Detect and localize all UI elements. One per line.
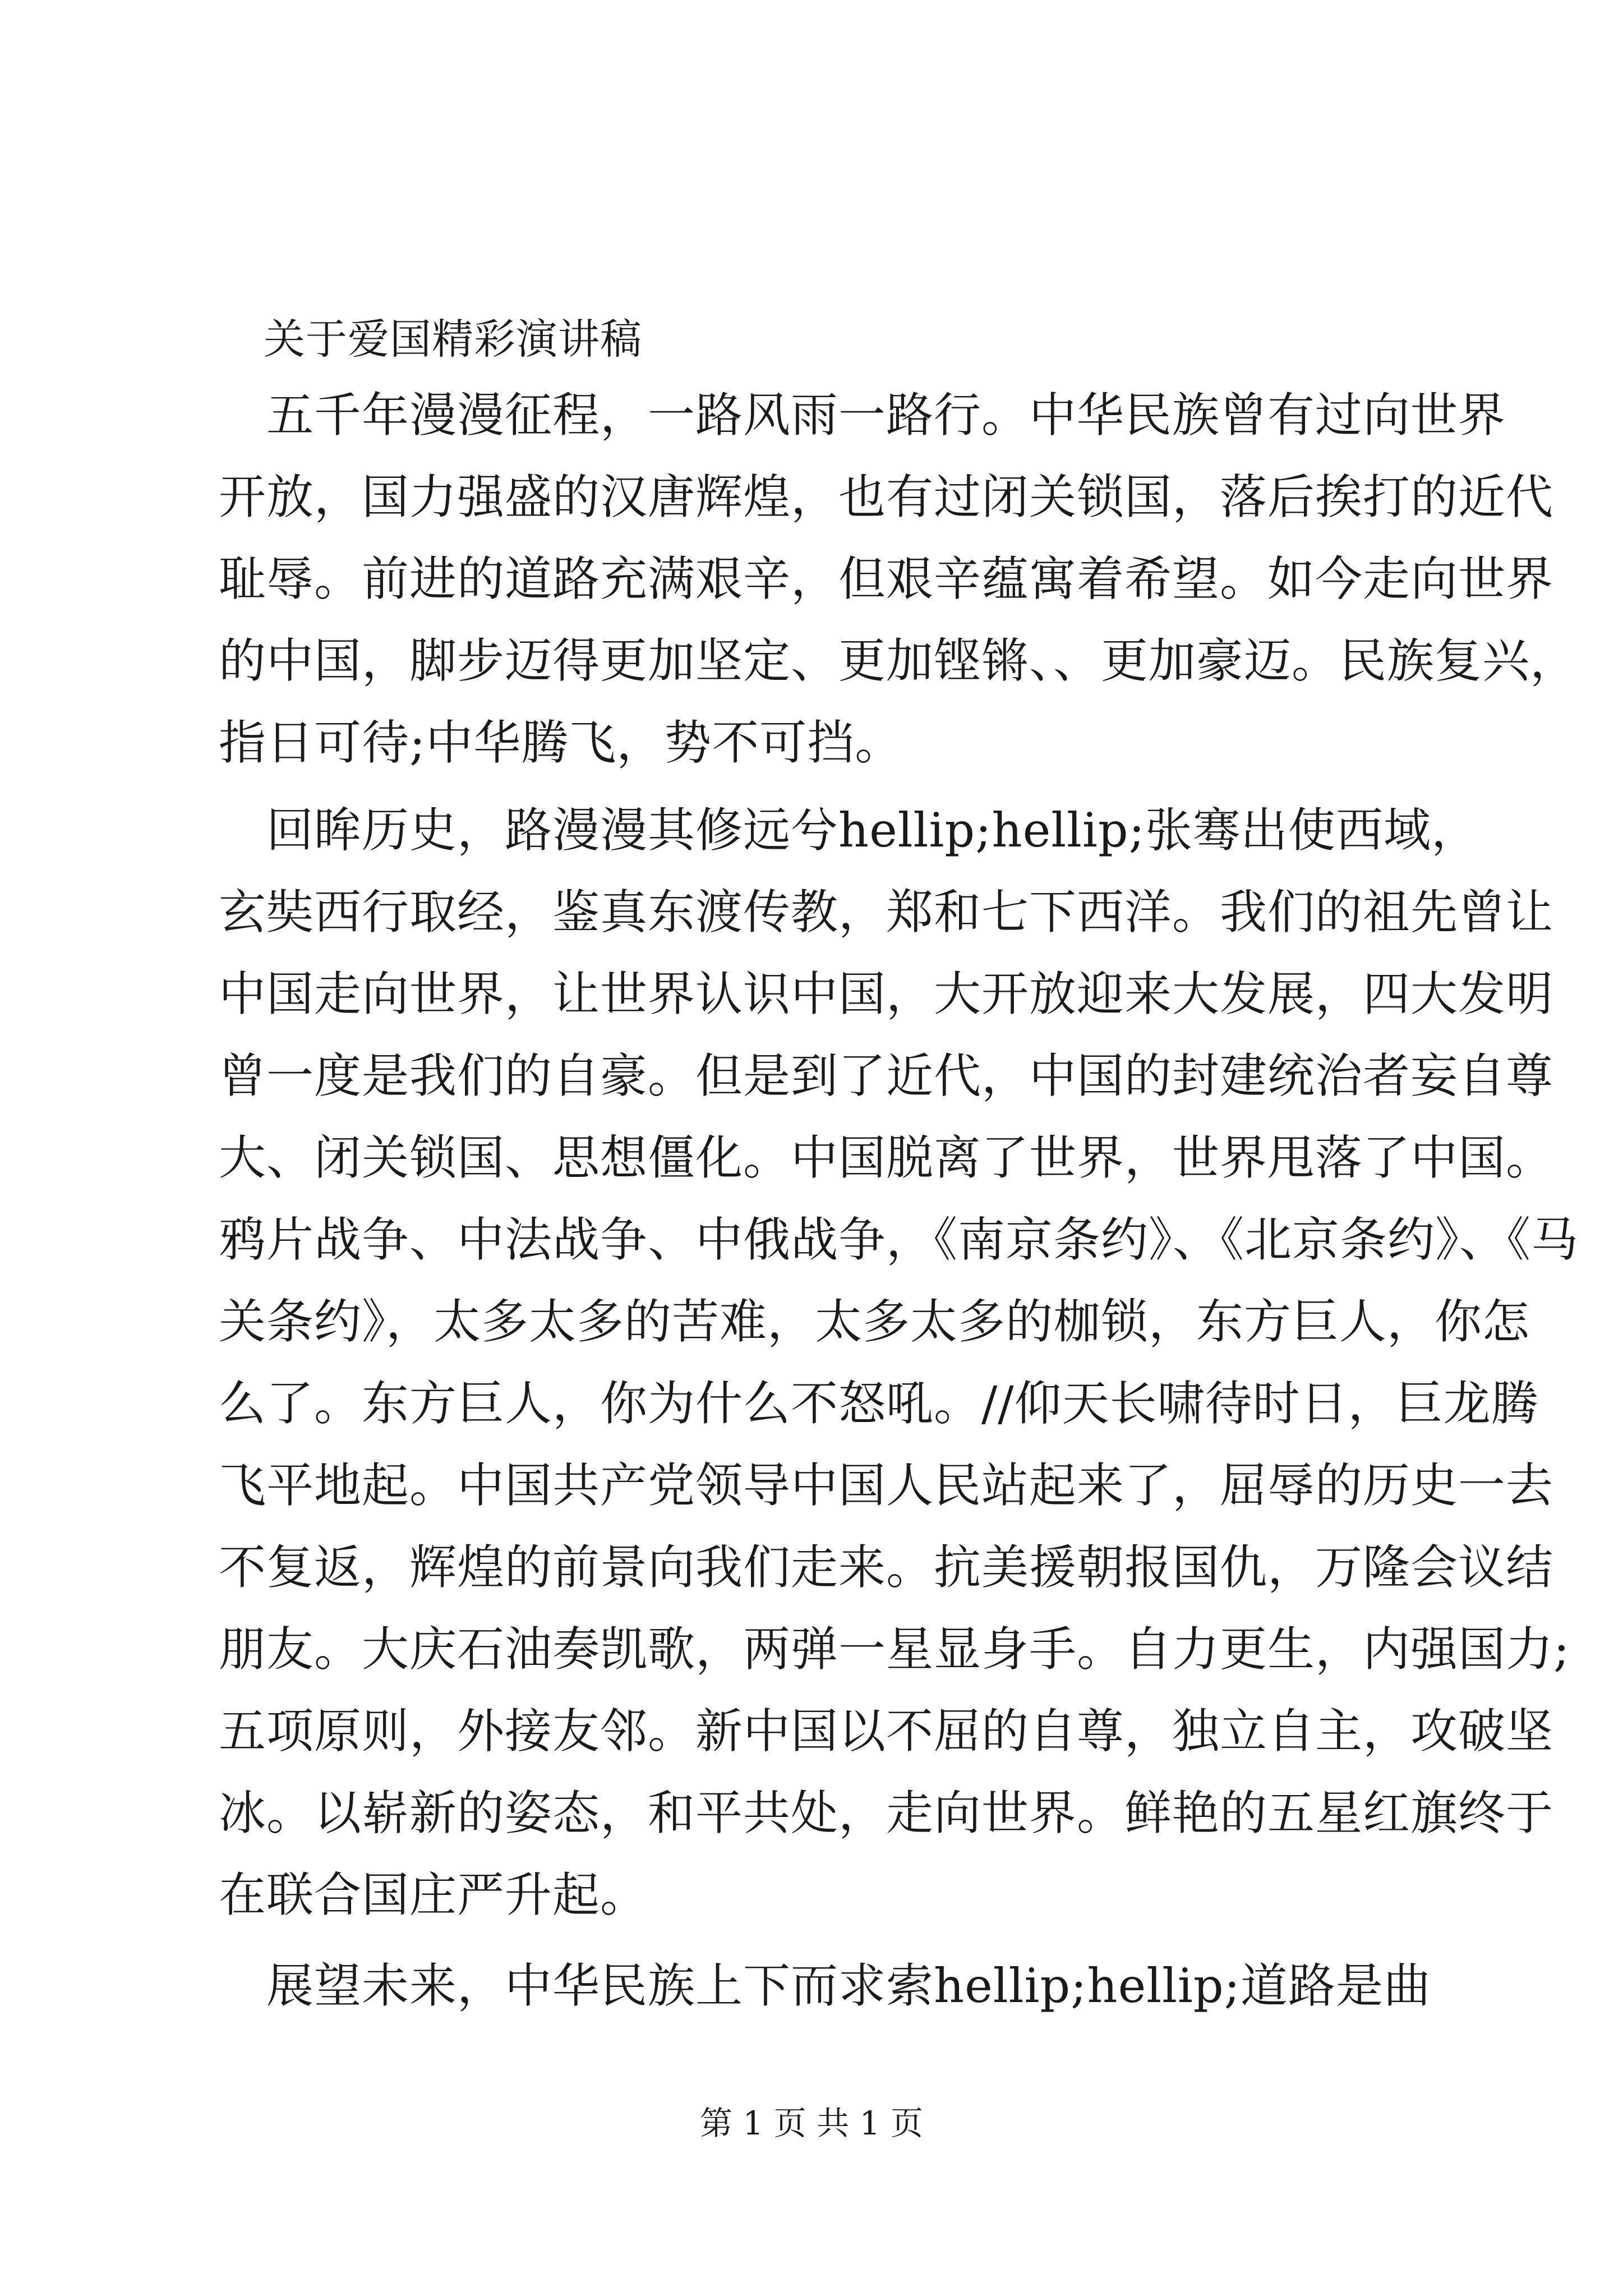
document-title: 关于爱国精彩演讲稿 — [264, 315, 642, 364]
body-line: 在联合国庄严升起。 — [219, 1867, 648, 1922]
body-line: 的中国，脚步迈得更加坚定、更加铿锵、、更加豪迈。民族复兴， — [219, 633, 1578, 688]
body-line: 大、闭关锁国、思想僵化。中国脱离了世界，世界甩落了中国。 — [219, 1130, 1554, 1185]
body-line: 曾一度是我们的自豪。但是到了近代，中国的封建统治者妄自尊 — [219, 1048, 1554, 1103]
body-line: 鸦片战争、中法战争、中俄战争，《南京条约》、《北京条约》、《马 — [219, 1212, 1579, 1267]
body-line: 朋友。大庆石油奏凯歌，两弹一星显身手。自力更生，内强国力; — [219, 1622, 1570, 1677]
body-line: 展望未来，中华民族上下而求索hellip;hellip;道路是曲 — [219, 1958, 1431, 2013]
body-line: 五千年漫漫征程，一路风雨一路行。中华民族曾有过向世界 — [219, 388, 1506, 443]
body-line: 不复返，辉煌的前景向我们走来。抗美援朝报国仇，万隆会议结 — [219, 1540, 1554, 1595]
body-line: 飞平地起。中国共产党领导中国人民站起来了，屈辱的历史一去 — [219, 1458, 1554, 1513]
body-line: 回眸历史，路漫漫其修远兮hellip;hellip;张骞出使西域， — [219, 803, 1479, 858]
body-line: 五项原则，外接友邻。新中国以不屈的自尊，独立自主，攻破坚 — [219, 1704, 1554, 1759]
page-number-footer: 第 1 页 共 1 页 — [700, 2104, 923, 2142]
body-line: 开放，国力强盛的汉唐辉煌，也有过闭关锁国，落后挨打的近代 — [219, 470, 1554, 524]
body-line: 耻辱。前进的道路充满艰辛，但艰辛蕴寓着希望。如今走向世界 — [219, 551, 1554, 606]
body-line: 指日可待;中华腾飞，势不可挡。 — [219, 715, 903, 770]
body-line: 中国走向世界，让世界认识中国，大开放迎来大发展，四大发明 — [219, 967, 1554, 1022]
body-line: 玄奘西行取经，鉴真东渡传教，郑和七下西洋。我们的祖先曾让 — [219, 885, 1554, 940]
body-line: 冰。以崭新的姿态，和平共处，走向世界。鲜艳的五星红旗终于 — [219, 1786, 1554, 1841]
body-line: 关条约》，太多太多的苦难，太多太多的枷锁，东方巨人，你怎 — [219, 1294, 1530, 1349]
body-line: 么了。东方巨人，你为什么不怒吼。//仰天长啸待时日，巨龙腾 — [219, 1376, 1539, 1431]
